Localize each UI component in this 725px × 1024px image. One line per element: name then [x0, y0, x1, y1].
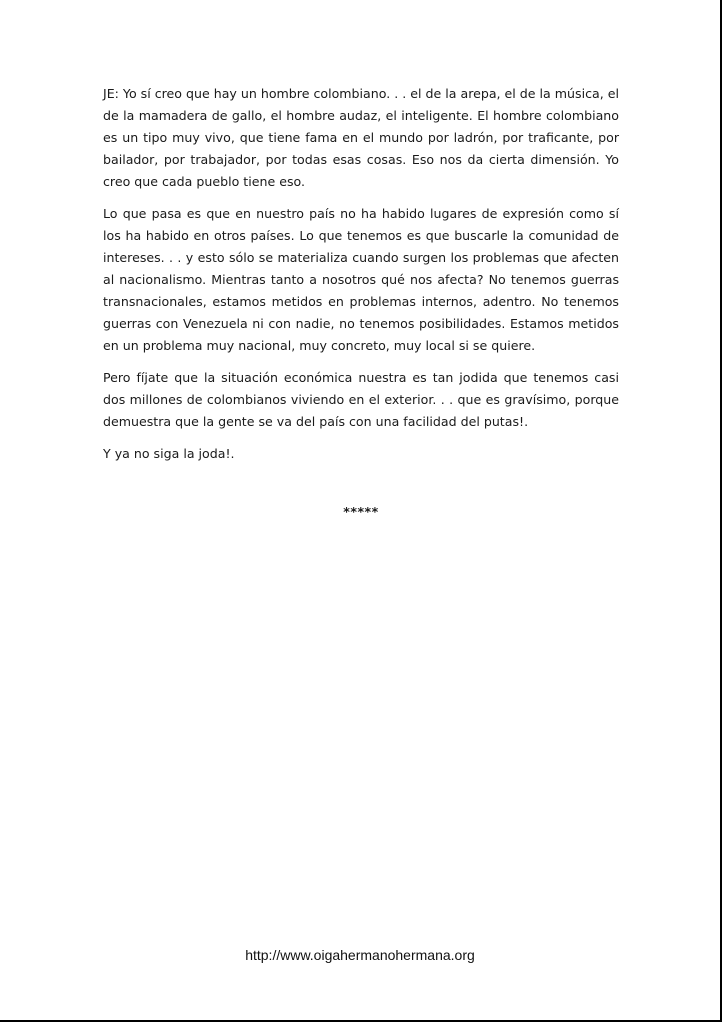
document-body	[103, 83, 619, 523]
paragraph-1: JE: Yo sí creo que hay un hombre colombiano. . . el de la arepa, el de la música, el de la mamadera de gallo, el hombre audaz, el inteligente. El hombre colombiano es un tipo muy vivo, que tiene fama en el mundo por ladrón, por traficante, por bailador, por trabajador, por todas esas cosas. Eso nos da cierta dimensión. Yo creo que cada pueblo tiene eso.	[103, 86, 619, 189]
footer-url: http://www.oigahermanohermana.org	[245, 947, 475, 963]
paragraph-4: Y ya no siga la joda!.	[103, 446, 235, 461]
section-separator: *****	[343, 504, 379, 519]
paragraph-2: Lo que pasa es que en nuestro país no ha habido lugares de expresión como sí los ha habido en otros países. Lo que tenemos es que buscarle la comunidad de intereses. . . y esto sólo se materializa cuando surgen los problemas que afecten al nacionalismo. Mientras tanto a nosotros qué nos afecta? No tenemos guerras transnacionales, estamos metidos en problemas internos, adentro. No tenemos guerras con Venezuela ni con nadie, no tenemos posibilidades. Estamos metidos en un problema muy nacional, muy concreto, muy local si se quiere.	[103, 206, 619, 353]
paragraph-3: Pero fíjate que la situación económica nuestra es tan jodida que tenemos casi dos millones de colombianos viviendo en el exterior. . . que es gravísimo, porque demuestra que la gente se va del país con una facilidad del putas!.	[103, 370, 619, 429]
